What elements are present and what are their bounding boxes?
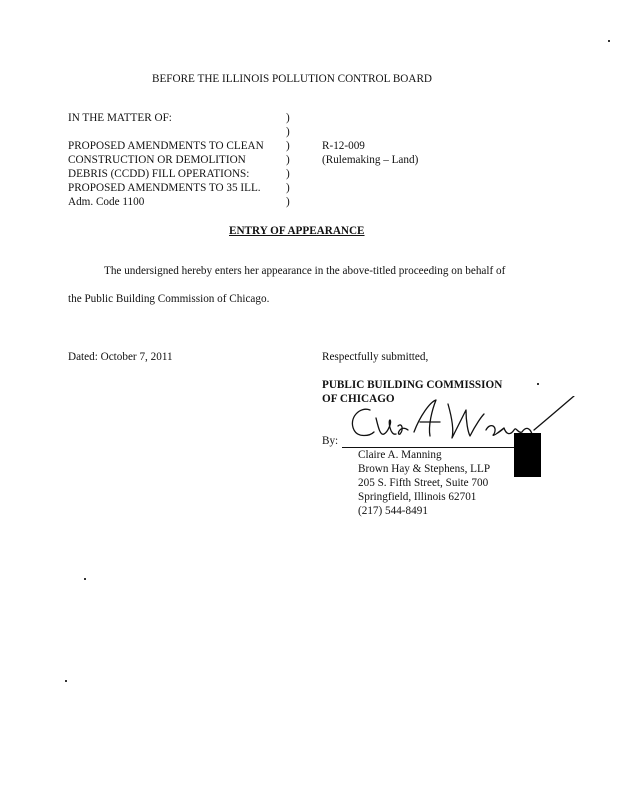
org-line-2: OF CHICAGO: [322, 393, 395, 405]
caption-paren: ): [286, 168, 290, 180]
address-line-1: 205 S. Fifth Street, Suite 700: [358, 477, 489, 489]
firm-name: Brown Hay & Stephens, LLP: [358, 463, 491, 475]
caption-line: PROPOSED AMENDMENTS TO 35 ILL.: [68, 182, 261, 194]
caption-line: Adm. Code 1100: [68, 196, 145, 208]
caption-paren: ): [286, 196, 290, 208]
document-title: ENTRY OF APPEARANCE: [229, 225, 365, 237]
closing: Respectfully submitted,: [322, 351, 429, 363]
caption-paren: ): [286, 154, 290, 166]
docket-type: (Rulemaking – Land): [322, 154, 419, 166]
caption-line: DEBRIS (CCDD) FILL OPERATIONS:: [68, 168, 250, 180]
docket-number: R-12-009: [322, 140, 365, 152]
caption-paren: ): [286, 112, 290, 124]
caption-paren: ): [286, 126, 290, 138]
address-line-2: Springfield, Illinois 62701: [358, 491, 477, 503]
redaction-box: [514, 433, 541, 477]
scan-speck: [608, 40, 610, 42]
board-title: BEFORE THE ILLINOIS POLLUTION CONTROL BOARD: [152, 73, 432, 85]
phone: (217) 544-8491: [358, 505, 428, 517]
scan-speck: [537, 383, 539, 385]
caption-paren: ): [286, 140, 290, 152]
signature-line: [342, 447, 518, 448]
caption-paren: ): [286, 182, 290, 194]
caption-line: CONSTRUCTION OR DEMOLITION: [68, 154, 246, 166]
scan-speck: [65, 680, 67, 682]
scan-speck: [84, 578, 86, 580]
body-line-2: the Public Building Commission of Chicago.: [68, 293, 270, 305]
org-line-1: PUBLIC BUILDING COMMISSION: [322, 379, 503, 391]
signer-name: Claire A. Manning: [358, 449, 442, 461]
body-line-1: The undersigned hereby enters her appearance in the above-titled proceeding on behalf of: [104, 265, 506, 277]
by-label: By:: [322, 435, 339, 447]
caption-line: IN THE MATTER OF:: [68, 112, 172, 124]
dated-line: Dated: October 7, 2011: [68, 351, 173, 363]
caption-line: PROPOSED AMENDMENTS TO CLEAN: [68, 140, 264, 152]
